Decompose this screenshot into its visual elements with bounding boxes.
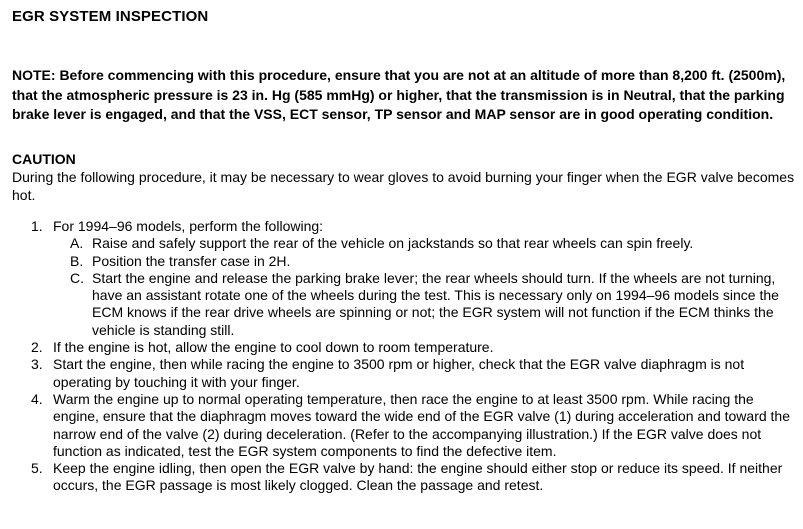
- substep-letter: C.: [70, 269, 84, 286]
- page-title: EGR SYSTEM INSPECTION: [12, 8, 209, 25]
- substep-text: Start the engine and release the parking brake lever; the rear wheels should turn. If the wheels are not turning, have an assistant rotate one of the wheels during the test. This is necessary only on 1994–96 models since the ECM knows if the rear drive wheels are spinning or not; the EGR system will not function if the ECM thinks the vehicle is standing still.: [92, 269, 779, 338]
- step-number: 2.: [31, 339, 43, 356]
- substep-item: [53, 235, 796, 252]
- substep-letter: B.: [70, 252, 84, 269]
- caution-heading: CAUTION: [12, 151, 76, 167]
- procedure-steps: [12, 218, 796, 495]
- substeps: [53, 235, 796, 339]
- caution-text: During the following procedure, it may be necessary to wear gloves to avoid burning your finger when the EGR valve becomes hot.: [12, 169, 795, 203]
- step-item: [12, 391, 796, 460]
- substep-letter: A.: [70, 235, 84, 252]
- substep-text: Raise and safely support the rear of the vehicle on jackstands so that rear wheels can spin freely.: [92, 235, 694, 252]
- step-text: Warm the engine up to normal operating temperature, then race the engine to at least 3500 rpm. While racing the engine, ensure that the diaphragm moves toward the wide end of the EGR valve (1) during acceleration and toward the narrow end of the valve (2) during deceleration. (Refer to the accompanying illustration.) If the EGR valve does not function as indicated, test the EGR system components to find the defective item.: [53, 390, 790, 459]
- step-item: [12, 218, 796, 339]
- substep-item: [53, 270, 796, 339]
- step-item: [12, 339, 796, 356]
- step-item: [12, 460, 796, 495]
- step-number: 3.: [31, 356, 43, 373]
- note-paragraph: NOTE: Before commencing with this procedure, ensure that you are not at an altitude of more than 8,200 ft. (2500m), that the atmospheric pressure is 23 in. Hg (585 mmHg) or higher, that the transmission is in Neutral, that the parking brake lever is engaged, and that the VSS, ECT sensor, TP sensor and MAP sensor are in good operating condition.: [12, 67, 786, 122]
- step-text: If the engine is hot, allow the engine to cool down to room temperature.: [53, 339, 494, 356]
- step-item: [12, 356, 796, 391]
- step-number: 4.: [31, 390, 43, 407]
- substep-item: [53, 253, 796, 270]
- step-number: 1.: [31, 218, 43, 234]
- substep-text: Position the transfer case in 2H.: [92, 252, 291, 269]
- step-text: For 1994–96 models, perform the following:: [53, 218, 324, 234]
- step-number: 5.: [31, 460, 43, 477]
- step-text: Keep the engine idling, then open the EGR valve by hand: the engine should either stop or reduce its speed. If neither occurs, the EGR passage is most likely clogged. Clean the passage and retest.: [53, 460, 783, 494]
- step-text: Start the engine, then while racing the engine to 3500 rpm or higher, check that the EGR valve diaphragm is not operating by touching it with your finger.: [53, 356, 745, 390]
